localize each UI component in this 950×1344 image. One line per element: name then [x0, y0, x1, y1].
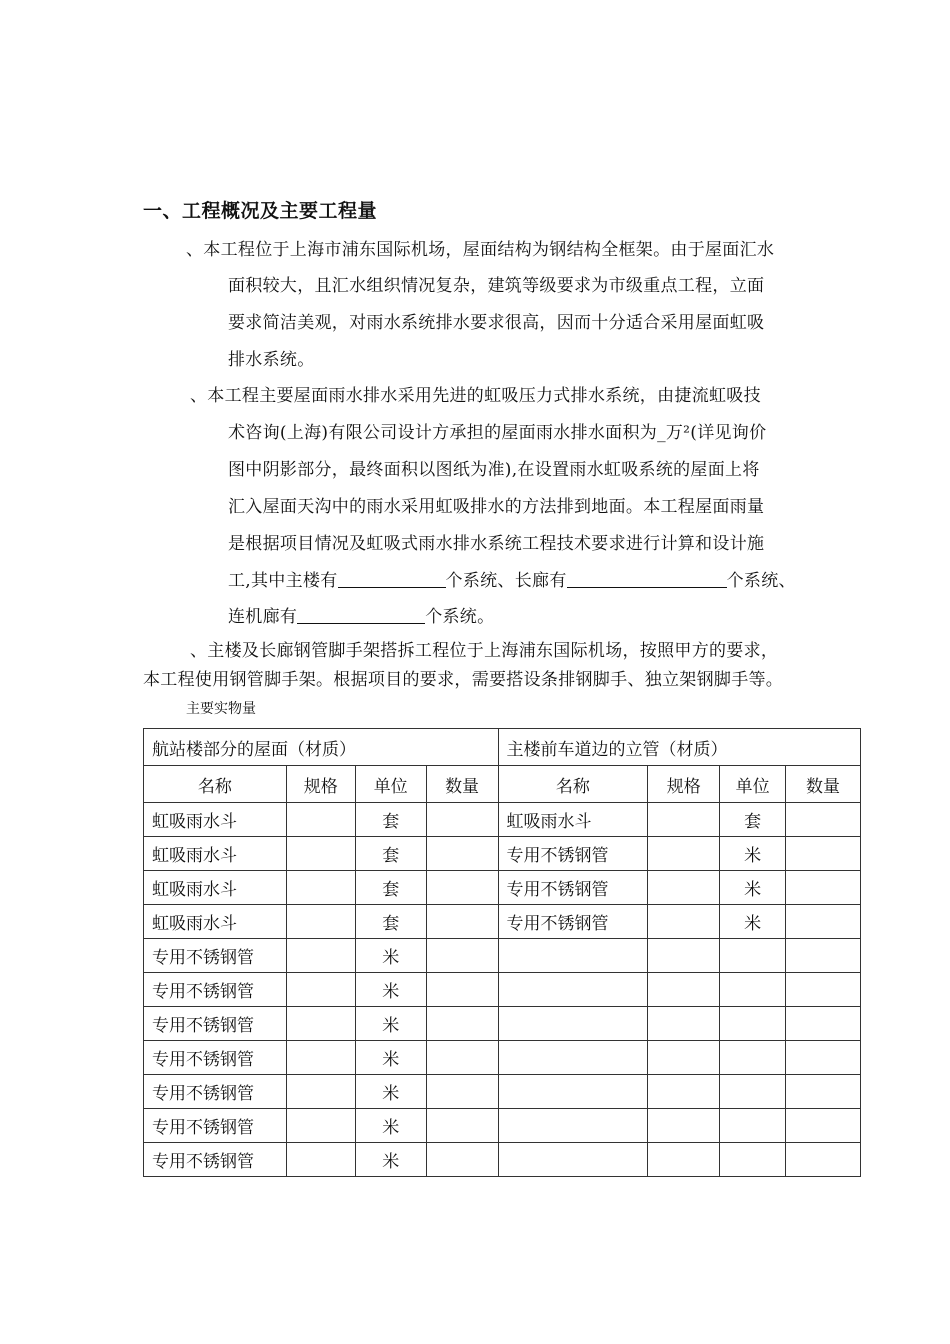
- table-cell: [648, 1075, 720, 1109]
- table-cell: [498, 939, 648, 973]
- table-cell: [786, 939, 861, 973]
- paragraph-1-line-2: 面积较大，且汇水组织情况复杂，建筑等级要求为市级重点工程，立面: [228, 276, 765, 296]
- section-heading: 一、工程概况及主要工程量: [143, 200, 378, 222]
- table-cell: [286, 1109, 355, 1143]
- table-row: [144, 871, 861, 905]
- table-cell: [786, 1143, 861, 1177]
- table-cell: [498, 1143, 648, 1177]
- text-segment: 连机廊有: [228, 607, 298, 627]
- table-cell: 米: [355, 939, 426, 973]
- table-cell: [786, 905, 861, 939]
- paragraph-2-line-4: 汇入屋面天沟中的雨水采用虹吸排水的方法排到地面。本工程屋面雨量: [228, 497, 765, 517]
- table-cell: [286, 905, 355, 939]
- table-row: [144, 1041, 861, 1075]
- table-cell: [286, 871, 355, 905]
- table-cell: [648, 803, 720, 837]
- column-header: 单位: [720, 766, 786, 803]
- table-row: [144, 1143, 861, 1177]
- table-cell: 专用不锈钢管: [498, 871, 648, 905]
- table-cell: [286, 1075, 355, 1109]
- paragraph-2-line-1: 、本工程主要屋面雨水排水采用先进的虹吸压力式排水系统，由捷流虹吸技: [190, 386, 761, 406]
- table-cell: 专用不锈钢管: [144, 1007, 287, 1041]
- table-cell: 专用不锈钢管: [498, 837, 648, 871]
- paragraph-2-line-7: [228, 602, 494, 627]
- table-cell: [648, 837, 720, 871]
- table-cell: [426, 1041, 498, 1075]
- column-header: 数量: [786, 766, 861, 803]
- table-cell: [286, 1041, 355, 1075]
- column-header: 名称: [144, 766, 287, 803]
- paragraph-2-line-2: 术咨询(上海)有限公司设计方承担的屋面雨水排水面积为_万²(详见询价: [228, 423, 767, 443]
- table-cell: [648, 1041, 720, 1075]
- table-cell: 米: [355, 1007, 426, 1041]
- fill-in-blank-main-building[interactable]: [338, 571, 446, 588]
- table-cell: [648, 973, 720, 1007]
- table-cell: [648, 871, 720, 905]
- text-segment: 工,其中主楼有: [228, 571, 338, 591]
- table-cell: [498, 1007, 648, 1041]
- table-cell: 米: [720, 871, 786, 905]
- table-cell: [720, 973, 786, 1007]
- table-cell: 米: [355, 1109, 426, 1143]
- table-cell: 套: [720, 803, 786, 837]
- table-cell: 套: [355, 837, 426, 871]
- table-cell: 米: [720, 905, 786, 939]
- table-row: [144, 905, 861, 939]
- table-cell: 专用不锈钢管: [144, 1143, 287, 1177]
- table-cell: [426, 973, 498, 1007]
- paragraph-3-line-1: 、主楼及长廊钢管脚手架搭拆工程位于上海浦东国际机场，按照甲方的要求，: [190, 641, 779, 661]
- table-cell: [786, 1075, 861, 1109]
- paragraph-3-line-2: 本工程使用钢管脚手架。根据项目的要求，需要搭设条排钢脚手、独立架钢脚手等。: [143, 670, 784, 690]
- table-cell: 虹吸雨水斗: [498, 803, 648, 837]
- table-cell: [786, 973, 861, 1007]
- table-row: [144, 837, 861, 871]
- text-segment: 个系统、长廊有: [445, 571, 567, 591]
- table-cell: [426, 1075, 498, 1109]
- table-cell: 虹吸雨水斗: [144, 803, 287, 837]
- table-cell: [786, 803, 861, 837]
- column-header: 数量: [426, 766, 498, 803]
- left-group-title: 航站楼部分的屋面（材质）: [144, 729, 499, 766]
- table-cell: [426, 1143, 498, 1177]
- table-cell: [786, 837, 861, 871]
- table-cell: [720, 1143, 786, 1177]
- table-cell: 虹吸雨水斗: [144, 871, 287, 905]
- table-cell: [286, 939, 355, 973]
- table-cell: [286, 973, 355, 1007]
- table-header-row: [144, 766, 861, 803]
- table-cell: [648, 1007, 720, 1041]
- table-row: [144, 973, 861, 1007]
- table-cell: 套: [355, 871, 426, 905]
- table-cell: 专用不锈钢管: [144, 973, 287, 1007]
- table-body: [144, 729, 861, 1177]
- table-cell: [286, 1007, 355, 1041]
- column-header: 单位: [355, 766, 426, 803]
- table-cell: [648, 939, 720, 973]
- table-cell: 专用不锈钢管: [144, 1109, 287, 1143]
- table-cell: [648, 1109, 720, 1143]
- fill-in-blank-corridor[interactable]: [567, 571, 727, 588]
- table-cell: [426, 905, 498, 939]
- table-row: [144, 939, 861, 973]
- table-cell: 米: [355, 973, 426, 1007]
- table-cell: [426, 1109, 498, 1143]
- table-cell: [786, 1007, 861, 1041]
- table-cell: [286, 803, 355, 837]
- table-cell: 米: [355, 1041, 426, 1075]
- quantity-table: [143, 728, 861, 1177]
- table-group-header-row: [144, 729, 861, 766]
- table-cell: 套: [355, 905, 426, 939]
- table-row: [144, 1109, 861, 1143]
- right-group-title: 主楼前车道边的立管（材质）: [498, 729, 861, 766]
- table-cell: [286, 1143, 355, 1177]
- fill-in-blank-connector-corridor[interactable]: [297, 607, 425, 624]
- table-cell: 米: [720, 837, 786, 871]
- table-cell: 米: [355, 1143, 426, 1177]
- table-cell: 专用不锈钢管: [144, 939, 287, 973]
- column-header: 规格: [286, 766, 355, 803]
- text-segment: 个系统、: [726, 571, 796, 591]
- table-cell: 专用不锈钢管: [144, 1041, 287, 1075]
- table-cell: [498, 1109, 648, 1143]
- table-cell: [426, 871, 498, 905]
- table-cell: [498, 1075, 648, 1109]
- table-cell: 专用不锈钢管: [144, 1075, 287, 1109]
- table-cell: [426, 1007, 498, 1041]
- column-header: 规格: [648, 766, 720, 803]
- table-cell: [720, 1109, 786, 1143]
- table-cell: [786, 1041, 861, 1075]
- paragraph-2-line-5: 是根据项目情况及虹吸式雨水排水系统工程技术要求进行计算和设计施: [228, 534, 765, 554]
- paragraph-1-line-3: 要求简洁美观，对雨水系统排水要求很高，因而十分适合采用屋面虹吸: [228, 313, 765, 333]
- table-cell: [426, 837, 498, 871]
- table-cell: [498, 973, 648, 1007]
- table-cell: 虹吸雨水斗: [144, 905, 287, 939]
- table-cell: [720, 1075, 786, 1109]
- table-row: [144, 1075, 861, 1109]
- table-cell: 米: [355, 1075, 426, 1109]
- text-segment: 个系统。: [425, 607, 495, 627]
- table-cell: [786, 871, 861, 905]
- table-caption: 主要实物量: [186, 701, 256, 717]
- table-cell: [720, 939, 786, 973]
- table-cell: [786, 1109, 861, 1143]
- table-cell: [648, 905, 720, 939]
- table-cell: 虹吸雨水斗: [144, 837, 287, 871]
- table-cell: [720, 1041, 786, 1075]
- table-row: [144, 803, 861, 837]
- table-cell: [426, 803, 498, 837]
- paragraph-2-line-3: 图中阴影部分，最终面积以图纸为准),在设置雨水虹吸系统的屋面上将: [228, 460, 760, 480]
- paragraph-1-line-4: 排水系统。: [228, 350, 315, 370]
- table-cell: [426, 939, 498, 973]
- table-cell: [648, 1143, 720, 1177]
- paragraph-1-line-1: 、本工程位于上海市浦东国际机场，屋面结构为钢结构全框架。由于屋面汇水: [186, 240, 775, 260]
- table-cell: [720, 1007, 786, 1041]
- column-header: 名称: [498, 766, 648, 803]
- table-cell: 专用不锈钢管: [498, 905, 648, 939]
- paragraph-2-line-6: [228, 566, 796, 591]
- table-cell: 套: [355, 803, 426, 837]
- table-cell: [286, 837, 355, 871]
- table-row: [144, 1007, 861, 1041]
- table-cell: [498, 1041, 648, 1075]
